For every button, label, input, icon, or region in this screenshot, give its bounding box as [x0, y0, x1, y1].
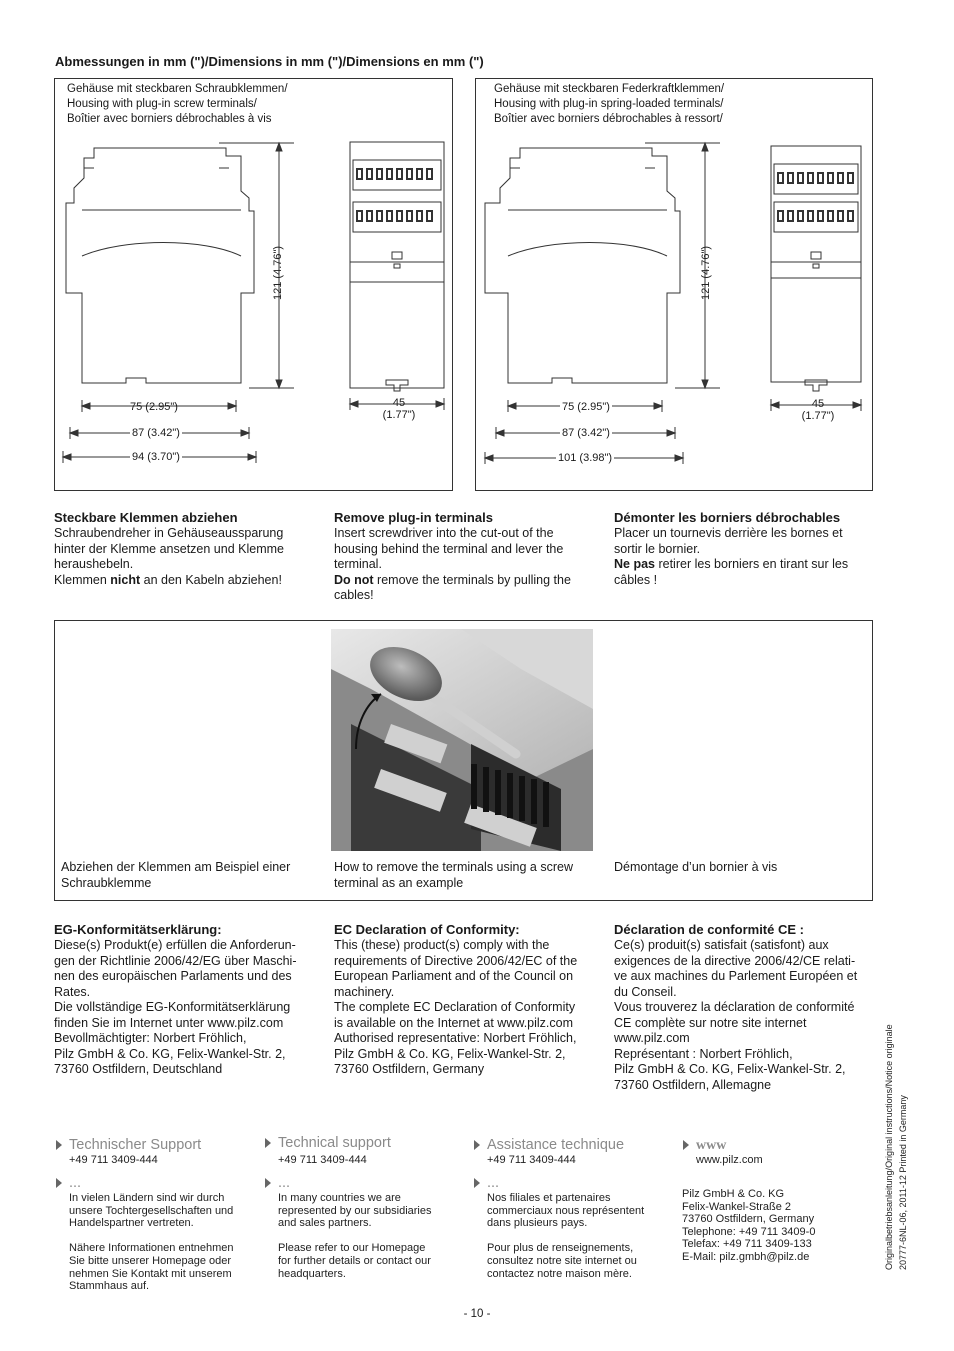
conformity-de — [54, 922, 324, 1078]
photo-caption-fr: Démontage d’un bornier à vis — [614, 860, 778, 874]
text-part: remove the terminals by pulling the cables! — [334, 572, 571, 602]
side-text-2: 20777-6NL-06, 2011-12 Printed in Germany — [898, 1095, 908, 1270]
emphasis: Ne pas — [614, 557, 655, 571]
dimension-label: 75 (2.95") — [130, 401, 178, 413]
text-part: retirer les borniers en tirant sur les câbles ! — [614, 557, 849, 587]
section-text: Schraubendreher in Gehäuseaussparung hinter der Klemme ansetzen und Klemme heraushebeln. — [54, 526, 284, 571]
arrow-right-icon — [474, 1140, 480, 1150]
emphasis: Do not — [334, 572, 374, 587]
support-de — [56, 1136, 256, 1293]
support-text: In vielen Ländern sind wir durch unsere Tochtergesellschaften und Handelspartner vertreten. Nähere Informationen entnehmen Sie bitte unserer Homepage oder nehmen Sie Kontakt mit unserem Stammhaus auf. — [69, 1192, 234, 1293]
arrow-right-icon — [56, 1178, 62, 1188]
dimension-label: 101 (3.98") — [558, 452, 613, 464]
dimensions-heading: Abmessungen in mm (")/Dimensions in mm (")/Dimensions en mm (") — [55, 54, 484, 69]
company-address: Pilz GmbH & Co. KG Felix-Wankel-Straße 2 73760 Ostfildern, Germany Telephone: +49 711 3409-0 Telefax: +49 711 3409-133 E-Mail: pilz.gmbh@pilz.de — [682, 1188, 816, 1263]
conformity-en — [334, 922, 604, 1078]
support-phone: +49 711 3409-444 — [69, 1154, 158, 1166]
dimension-label: 87 (3.42") — [562, 427, 610, 439]
terminal-removal-photo — [331, 629, 593, 851]
section-title: EC Declaration of Conformity: — [334, 922, 520, 937]
text-part: Klemmen — [54, 572, 111, 587]
arrow-right-icon — [683, 1140, 689, 1150]
right-width-dimension — [771, 398, 865, 422]
support-dots: ... — [278, 1175, 291, 1191]
support-www — [683, 1136, 863, 1264]
caption-line: Housing with plug-in spring-loaded terminals/ — [494, 98, 724, 110]
section-title: Déclaration de conformité CE : — [614, 922, 804, 937]
arrow-right-icon — [474, 1178, 480, 1188]
conformity-fr — [614, 922, 879, 1093]
width-inch: (1.77") — [382, 409, 416, 421]
www-heading: www — [696, 1138, 727, 1153]
left-height-dimension: 121 (4.76") — [272, 245, 284, 300]
left-width-dimension — [352, 397, 446, 421]
dimension-label: 75 (2.95") — [562, 401, 610, 413]
remove-en — [334, 510, 604, 604]
support-heading: Assistance technique — [487, 1137, 625, 1153]
width-value: 45 — [392, 397, 406, 409]
support-heading: Technischer Support — [69, 1137, 202, 1153]
caption-line: Gehäuse mit steckbaren Schraubklemmen/ — [67, 83, 288, 95]
arrow-right-icon — [56, 1140, 62, 1150]
emphasis: nicht — [110, 572, 141, 587]
section-text: Placer un tournevis derrière les bornes et sortir le bornier. — [614, 526, 843, 556]
right-front-view-drawing — [771, 146, 866, 436]
text-part: an den Kabeln abziehen! — [140, 572, 282, 587]
support-fr — [474, 1136, 674, 1280]
support-dots: ... — [487, 1175, 500, 1191]
section-title: Remove plug-in terminals — [334, 510, 493, 525]
left-front-view-drawing — [350, 142, 445, 432]
section-title: Steckbare Klemmen abziehen — [54, 510, 238, 525]
caption-line: Housing with plug-in screw terminals/ — [67, 98, 257, 110]
support-text: Nos filiales et partenaires commerciaux nous représentent dans plusieurs pays. Pour plus de renseignements, consultez notre site internet ou contactez notre maison mère. — [487, 1192, 645, 1280]
section-title: EG-Konformitätserklärung: — [54, 922, 222, 937]
section-text: Ce(s) produit(s) satisfait (satisfont) aux exigences de la directive 2006/42/CE relati- ve aux machines du Parlement Européen et du Conseil. Vous trouverez la déclaration de conformité CE complète sur notre site internet www.pilz.com Représentant : Norbert Fröhlich, Pilz GmbH & Co. KG, Felix-Wankel-Str. 2, 73760 Ostfildern, Allemagne — [614, 938, 858, 1092]
page-number: - 10 - — [463, 1308, 491, 1320]
support-dots: ... — [69, 1175, 82, 1191]
photo-caption-de: Abziehen der Klemmen am Beispiel einer Schraubklemme — [61, 860, 291, 890]
width-value: 45 — [811, 398, 825, 410]
section-text: Diese(s) Produkt(e) erfüllen die Anforderun- gen der Richtlinie 2006/42/EG über Maschi- nen des europäischen Parlaments und des Rates. Die vollständige EG-Konformitätserklärung finden Sie im Internet unter www.pilz.com Bevollmächtigter: Norbert Fröhlich, Pilz GmbH & Co. KG, Felix-Wankel-Str. 2, 73760 Ostfildern, Deutschland — [54, 938, 297, 1076]
caption-line: Boîtier avec borniers débrochables à ressort/ — [494, 113, 723, 125]
section-title: Démonter les borniers débrochables — [614, 510, 841, 525]
side-text-1: Originalbetriebsanleitung/Original instructions/Notice originale — [884, 1024, 894, 1270]
dimension-label: 87 (3.42") — [132, 427, 180, 439]
caption-line: Boîtier avec borniers débrochables à vis — [67, 113, 272, 125]
remove-de — [54, 510, 324, 588]
arrow-right-icon — [265, 1178, 271, 1188]
support-heading: Technical support — [278, 1135, 391, 1151]
dimension-label: 94 (3.70") — [132, 451, 180, 463]
remove-fr — [614, 510, 879, 588]
width-inch: (1.77") — [801, 410, 835, 422]
support-phone: +49 711 3409-444 — [487, 1154, 576, 1166]
caption-line: Gehäuse mit steckbaren Federkraftklemmen/ — [494, 83, 725, 95]
section-text: This (these) product(s) comply with the requirements of Directive 2006/42/EC of the European Parliament and of the Council on machinery. The complete EC Declaration of Conformity is available on the Internet at www.pilz.com Authorised representative: Norbert Fröhlich, Pilz GmbH & Co. KG, Felix-Wankel-Str. 2, 73760 Ostfildern, Germany — [334, 938, 578, 1076]
right-height-dimension: 121 (4.76") — [700, 245, 712, 300]
arrow-right-icon — [265, 1138, 271, 1148]
support-text: In many countries we are represented by our subsidiaries and sales partners. Please refer to our Homepage for further details or contact our headquarters. — [278, 1192, 432, 1280]
support-phone: +49 711 3409-444 — [278, 1154, 367, 1166]
photo-caption-en: How to remove the terminals using a screw terminal as an example — [334, 860, 573, 890]
support-en — [265, 1134, 465, 1280]
section-text: Insert screwdriver into the cut-out of the housing behind the terminal and lever the terminal. — [334, 526, 564, 571]
www-link[interactable]: www.pilz.com — [696, 1154, 763, 1166]
